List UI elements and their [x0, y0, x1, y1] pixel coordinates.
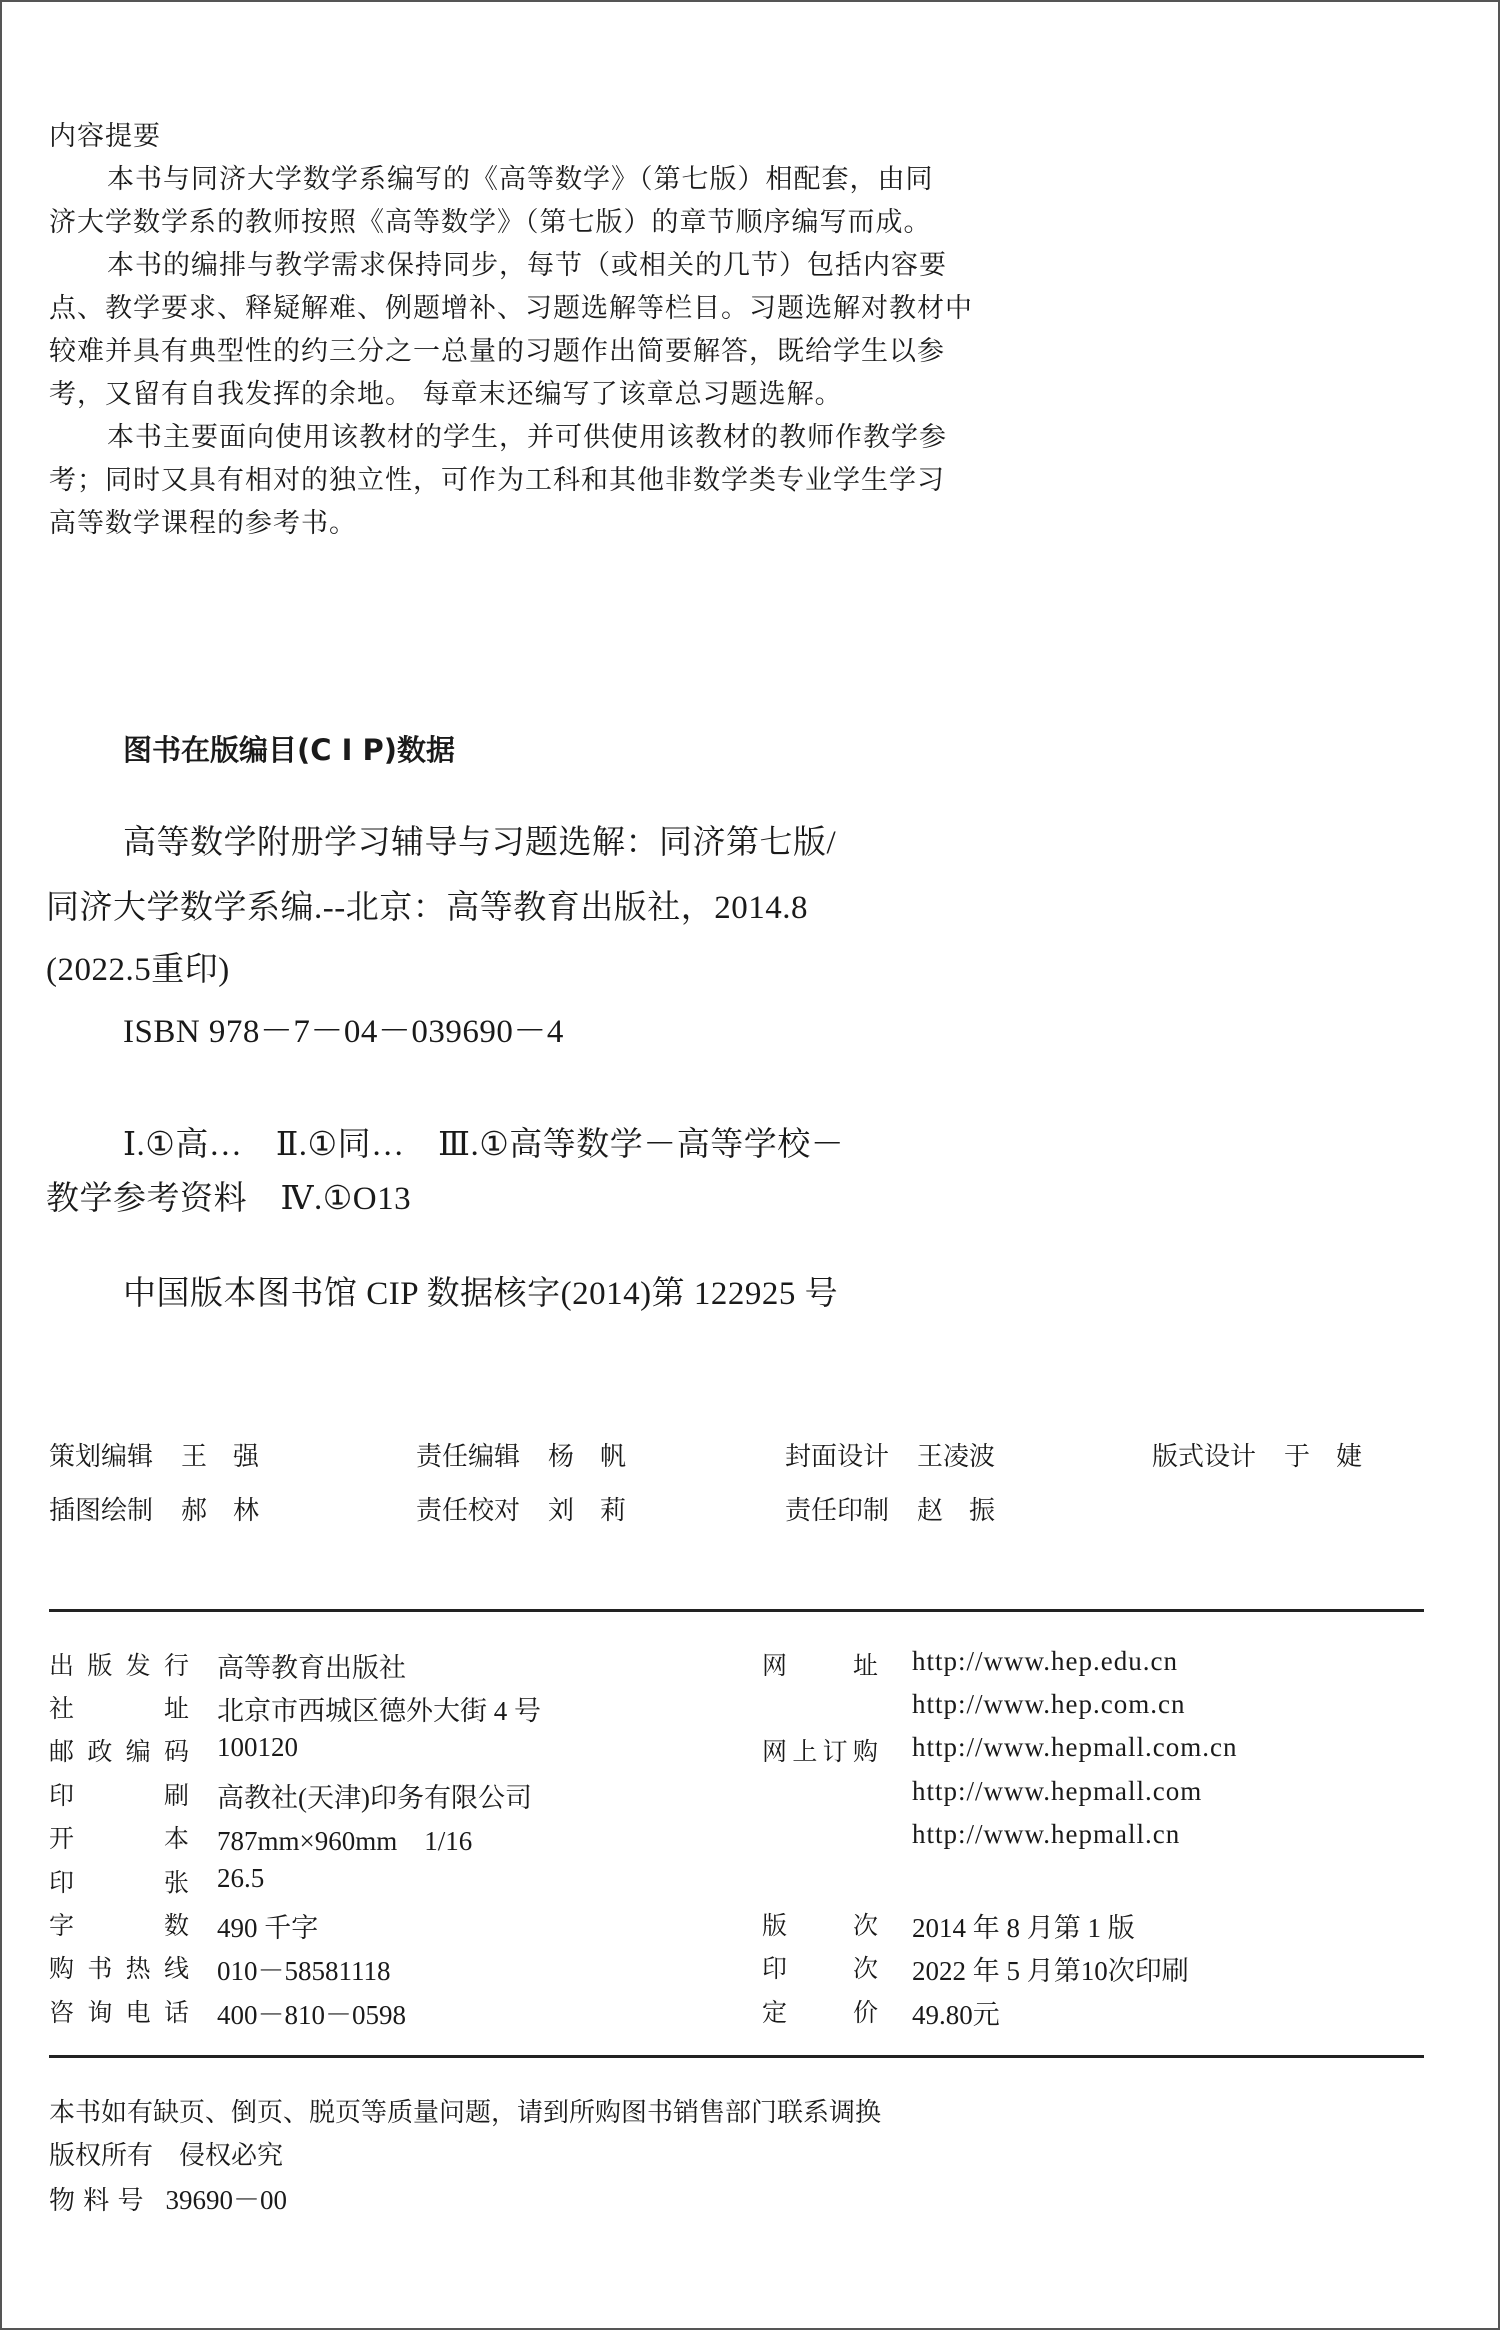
summary-line: 本书主要面向使用该教材的学生，并可供使用该教材的教师作教学参: [107, 422, 947, 453]
cip-isbn: ISBN 978－7－04－039690－4: [123, 1014, 564, 1050]
info-row: 印刷 高教社(天津)印务有限公司: [49, 1781, 532, 1813]
staff-credit: 责任印制 赵 振: [785, 1496, 996, 1526]
quality-notice: 本书如有缺页、倒页、脱页等质量问题，请到所购图书销售部门联系调换: [49, 2098, 882, 2128]
info-row: 网址 http://www.hep.edu.cn: [762, 1646, 1178, 1680]
divider-line: [49, 2055, 1424, 2058]
staff-credit: 版式设计 于 婕: [1152, 1442, 1363, 1472]
info-row: 字数 490 千字: [49, 1911, 319, 1943]
shop-link[interactable]: http://www.hepmall.cn: [912, 1819, 1181, 1849]
staff-credit: 插图绘制 郝 林: [49, 1496, 260, 1526]
summary-line: 高等数学课程的参考书。: [49, 508, 357, 539]
divider-line: [49, 1609, 1424, 1612]
cip-line: 同济大学数学系编.--北京：高等教育出版社，2014.8: [46, 890, 808, 926]
summary-line: 本书的编排与教学需求保持同步，每节（或相关的几节）包括内容要: [107, 250, 947, 281]
info-row: 社址 北京市西城区德外大街 4 号: [49, 1694, 541, 1726]
info-row: 邮政编码 100120: [49, 1732, 298, 1766]
cip-line: (2022.5重印): [46, 952, 230, 988]
info-row: 出版发行 高等教育出版社: [49, 1651, 406, 1683]
summary-title: 内容提要: [49, 121, 161, 152]
staff-credit: 封面设计 王凌波: [785, 1442, 996, 1472]
info-row: 版次 2014 年 8 月第 1 版: [762, 1911, 1135, 1943]
website-link[interactable]: http://www.hep.com.cn: [912, 1689, 1186, 1719]
info-row: 印张 26.5: [49, 1863, 265, 1897]
cip-classification: 教学参考资料 Ⅳ.①O13: [46, 1181, 412, 1217]
info-row: [762, 1689, 1462, 1718]
summary-line: 本书与同济大学数学系编写的《高等数学》（第七版）相配套，由同: [107, 164, 934, 195]
cip-line: 高等数学附册学习辅导与习题选解：同济第七版/: [123, 825, 837, 861]
summary-line: 考，又留有自我发挥的余地。 每章末还编写了该章总习题选解。: [49, 379, 843, 410]
cip-record-number: 中国版本图书馆 CIP 数据核字(2014)第 122925 号: [123, 1276, 839, 1312]
cip-title: 图书在版编目(C I P)数据: [123, 733, 456, 767]
summary-line: 较难并具有典型性的约三分之一总量的习题作出简要解答，既给学生以参: [49, 336, 945, 367]
material-number: 物 料 号 39690－00: [49, 2185, 288, 2216]
info-row: [762, 1819, 1462, 1848]
cip-classification: Ⅰ.①高… Ⅱ.①同… Ⅲ.①高等数学－高等学校－: [123, 1127, 845, 1163]
shop-link[interactable]: http://www.hepmall.com.cn: [912, 1732, 1238, 1762]
info-row: 开本 787mm×960mm 1/16: [49, 1824, 473, 1856]
info-row: 网上订购 http://www.hepmall.com.cn: [762, 1732, 1238, 1766]
info-row: 定价 49.80元: [762, 1993, 1462, 2029]
copyright-notice: 版权所有 侵权必究: [49, 2141, 284, 2171]
info-row: 购书热线 010－58581118: [49, 1954, 391, 1986]
summary-line: 考；同时又具有相对的独立性，可作为工科和其他非数学类专业学生学习: [49, 465, 945, 496]
summary-line: 济大学数学系的教师按照《高等数学》（第七版）的章节顺序编写而成。: [49, 207, 932, 238]
staff-credit: 责任校对 刘 莉: [416, 1496, 627, 1526]
info-row: 咨询电话 400－810－0598: [49, 1998, 406, 2030]
info-row: 印次 2022 年 5 月第10次印刷: [762, 1954, 1189, 1986]
info-row: [762, 1776, 1462, 1805]
website-link[interactable]: http://www.hep.edu.cn: [912, 1646, 1178, 1676]
staff-credit: 策划编辑 王 强: [49, 1442, 260, 1472]
shop-link[interactable]: http://www.hepmall.com: [912, 1776, 1203, 1806]
summary-line: 点、教学要求、释疑解难、例题增补、习题选解等栏目。习题选解对教材中: [49, 293, 973, 324]
price: 49.80元: [912, 2000, 1000, 2030]
staff-credit: 责任编辑 杨 帆: [416, 1442, 627, 1472]
